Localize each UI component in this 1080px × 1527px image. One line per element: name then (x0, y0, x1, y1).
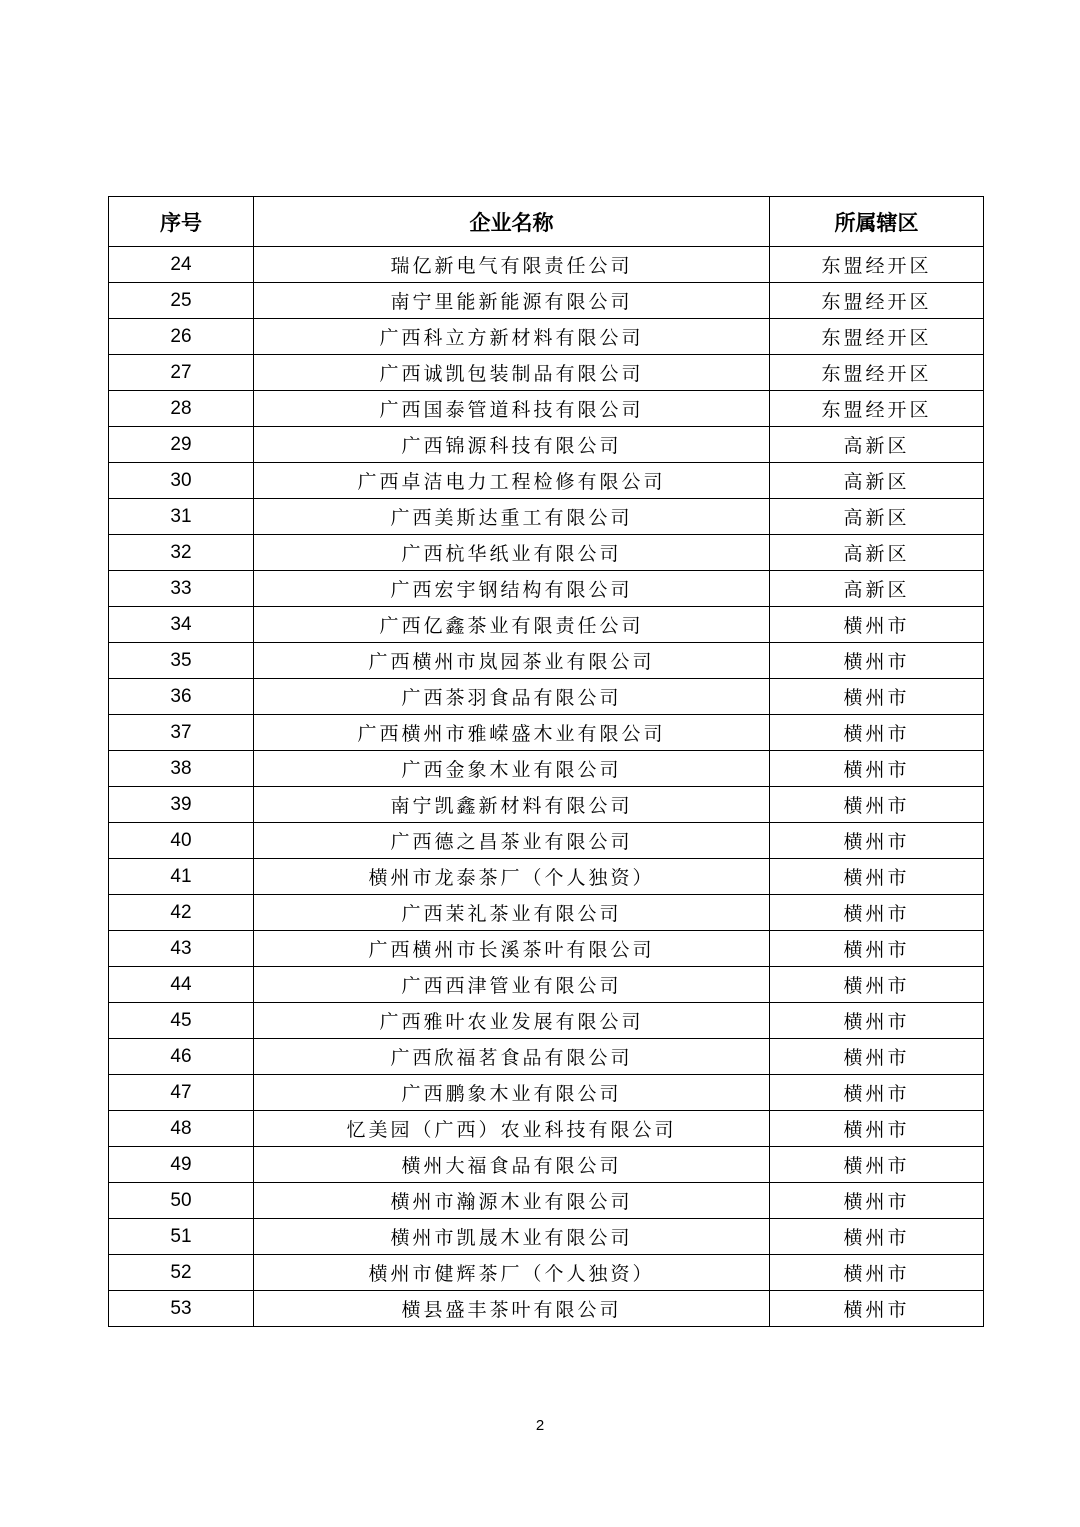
company-name: 广西雅叶农业发展有限公司 (254, 1003, 770, 1039)
company-name: 广西亿鑫茶业有限责任公司 (254, 607, 770, 643)
table-row (109, 1075, 984, 1111)
district-name: 横州市 (770, 643, 984, 679)
company-name: 横州市龙泰茶厂（个人独资） (254, 859, 770, 895)
table-row (109, 643, 984, 679)
district-name: 东盟经开区 (770, 355, 984, 391)
district-name: 横州市 (770, 787, 984, 823)
table-row (109, 499, 984, 535)
district-name: 横州市 (770, 931, 984, 967)
row-index: 42 (109, 895, 254, 931)
row-index: 40 (109, 823, 254, 859)
table-row (109, 463, 984, 499)
row-index: 49 (109, 1147, 254, 1183)
row-index: 27 (109, 355, 254, 391)
row-index: 48 (109, 1111, 254, 1147)
company-name: 广西横州市长溪茶叶有限公司 (254, 931, 770, 967)
district-name: 横州市 (770, 679, 984, 715)
row-index: 43 (109, 931, 254, 967)
row-index: 45 (109, 1003, 254, 1039)
district-name: 高新区 (770, 535, 984, 571)
district-name: 横州市 (770, 895, 984, 931)
table-row (109, 715, 984, 751)
district-name: 横州市 (770, 1147, 984, 1183)
company-name: 广西茶羽食品有限公司 (254, 679, 770, 715)
row-index: 25 (109, 283, 254, 319)
company-name: 广西茉礼茶业有限公司 (254, 895, 770, 931)
district-name: 高新区 (770, 571, 984, 607)
company-name: 广西西津管业有限公司 (254, 967, 770, 1003)
row-index: 37 (109, 715, 254, 751)
row-index: 39 (109, 787, 254, 823)
table-row (109, 859, 984, 895)
row-index: 51 (109, 1219, 254, 1255)
row-index: 50 (109, 1183, 254, 1219)
company-name: 广西国泰管道科技有限公司 (254, 391, 770, 427)
company-name: 广西鹏象木业有限公司 (254, 1075, 770, 1111)
header-index: 序号 (109, 197, 254, 247)
row-index: 35 (109, 643, 254, 679)
district-name: 横州市 (770, 1003, 984, 1039)
row-index: 52 (109, 1255, 254, 1291)
row-index: 30 (109, 463, 254, 499)
row-index: 41 (109, 859, 254, 895)
district-name: 横州市 (770, 1075, 984, 1111)
table-row (109, 679, 984, 715)
table-row (109, 535, 984, 571)
table-row (109, 967, 984, 1003)
company-name: 横县盛丰茶叶有限公司 (254, 1291, 770, 1327)
table-row (109, 355, 984, 391)
row-index: 32 (109, 535, 254, 571)
row-index: 29 (109, 427, 254, 463)
table-row (109, 1039, 984, 1075)
table-row (109, 787, 984, 823)
district-name: 东盟经开区 (770, 247, 984, 283)
row-index: 44 (109, 967, 254, 1003)
company-name: 横州市健辉茶厂（个人独资） (254, 1255, 770, 1291)
row-index: 34 (109, 607, 254, 643)
row-index: 33 (109, 571, 254, 607)
company-name: 广西卓洁电力工程检修有限公司 (254, 463, 770, 499)
row-index: 46 (109, 1039, 254, 1075)
table-row (109, 247, 984, 283)
table-row (109, 319, 984, 355)
header-district: 所属辖区 (770, 197, 984, 247)
table-row (109, 1183, 984, 1219)
table-row (109, 391, 984, 427)
company-name: 广西美斯达重工有限公司 (254, 499, 770, 535)
table-row (109, 1147, 984, 1183)
district-name: 东盟经开区 (770, 283, 984, 319)
row-index: 31 (109, 499, 254, 535)
table-row (109, 1291, 984, 1327)
header-company-name: 企业名称 (254, 197, 770, 247)
company-name: 广西横州市岚园茶业有限公司 (254, 643, 770, 679)
company-name: 横州市瀚源木业有限公司 (254, 1183, 770, 1219)
table-row (109, 571, 984, 607)
row-index: 26 (109, 319, 254, 355)
district-name: 东盟经开区 (770, 319, 984, 355)
company-name: 南宁里能新能源有限公司 (254, 283, 770, 319)
table-row (109, 1255, 984, 1291)
table-row (109, 1219, 984, 1255)
district-name: 横州市 (770, 715, 984, 751)
table-row (109, 895, 984, 931)
district-name: 横州市 (770, 1111, 984, 1147)
district-name: 横州市 (770, 1039, 984, 1075)
district-name: 横州市 (770, 967, 984, 1003)
district-name: 横州市 (770, 859, 984, 895)
table-row (109, 607, 984, 643)
row-index: 36 (109, 679, 254, 715)
district-name: 高新区 (770, 427, 984, 463)
table-row (109, 1111, 984, 1147)
row-index: 24 (109, 247, 254, 283)
table-row (109, 823, 984, 859)
company-name: 瑞亿新电气有限责任公司 (254, 247, 770, 283)
table-body (109, 247, 984, 1327)
company-name: 广西锦源科技有限公司 (254, 427, 770, 463)
table-row (109, 1003, 984, 1039)
district-name: 东盟经开区 (770, 391, 984, 427)
company-name: 横州大福食品有限公司 (254, 1147, 770, 1183)
district-name: 横州市 (770, 1255, 984, 1291)
company-name: 广西金象木业有限公司 (254, 751, 770, 787)
row-index: 38 (109, 751, 254, 787)
row-index: 28 (109, 391, 254, 427)
company-name: 广西科立方新材料有限公司 (254, 319, 770, 355)
company-name: 忆美园（广西）农业科技有限公司 (254, 1111, 770, 1147)
table-row (109, 427, 984, 463)
enterprise-table (108, 196, 984, 1327)
district-name: 横州市 (770, 607, 984, 643)
company-name: 横州市凯晟木业有限公司 (254, 1219, 770, 1255)
district-name: 横州市 (770, 823, 984, 859)
company-name: 广西宏宇钢结构有限公司 (254, 571, 770, 607)
company-name: 广西横州市雅嵘盛木业有限公司 (254, 715, 770, 751)
table-row (109, 751, 984, 787)
table-row (109, 283, 984, 319)
district-name: 高新区 (770, 463, 984, 499)
district-name: 横州市 (770, 1219, 984, 1255)
row-index: 53 (109, 1291, 254, 1327)
district-name: 高新区 (770, 499, 984, 535)
company-name: 广西欣福茗食品有限公司 (254, 1039, 770, 1075)
page-number: 2 (535, 1417, 545, 1434)
district-name: 横州市 (770, 751, 984, 787)
district-name: 横州市 (770, 1183, 984, 1219)
company-name: 广西杭华纸业有限公司 (254, 535, 770, 571)
company-name: 广西诚凯包装制品有限公司 (254, 355, 770, 391)
district-name: 横州市 (770, 1291, 984, 1327)
table-header-row (109, 197, 984, 247)
row-index: 47 (109, 1075, 254, 1111)
table-row (109, 931, 984, 967)
company-name: 广西德之昌茶业有限公司 (254, 823, 770, 859)
company-name: 南宁凯鑫新材料有限公司 (254, 787, 770, 823)
